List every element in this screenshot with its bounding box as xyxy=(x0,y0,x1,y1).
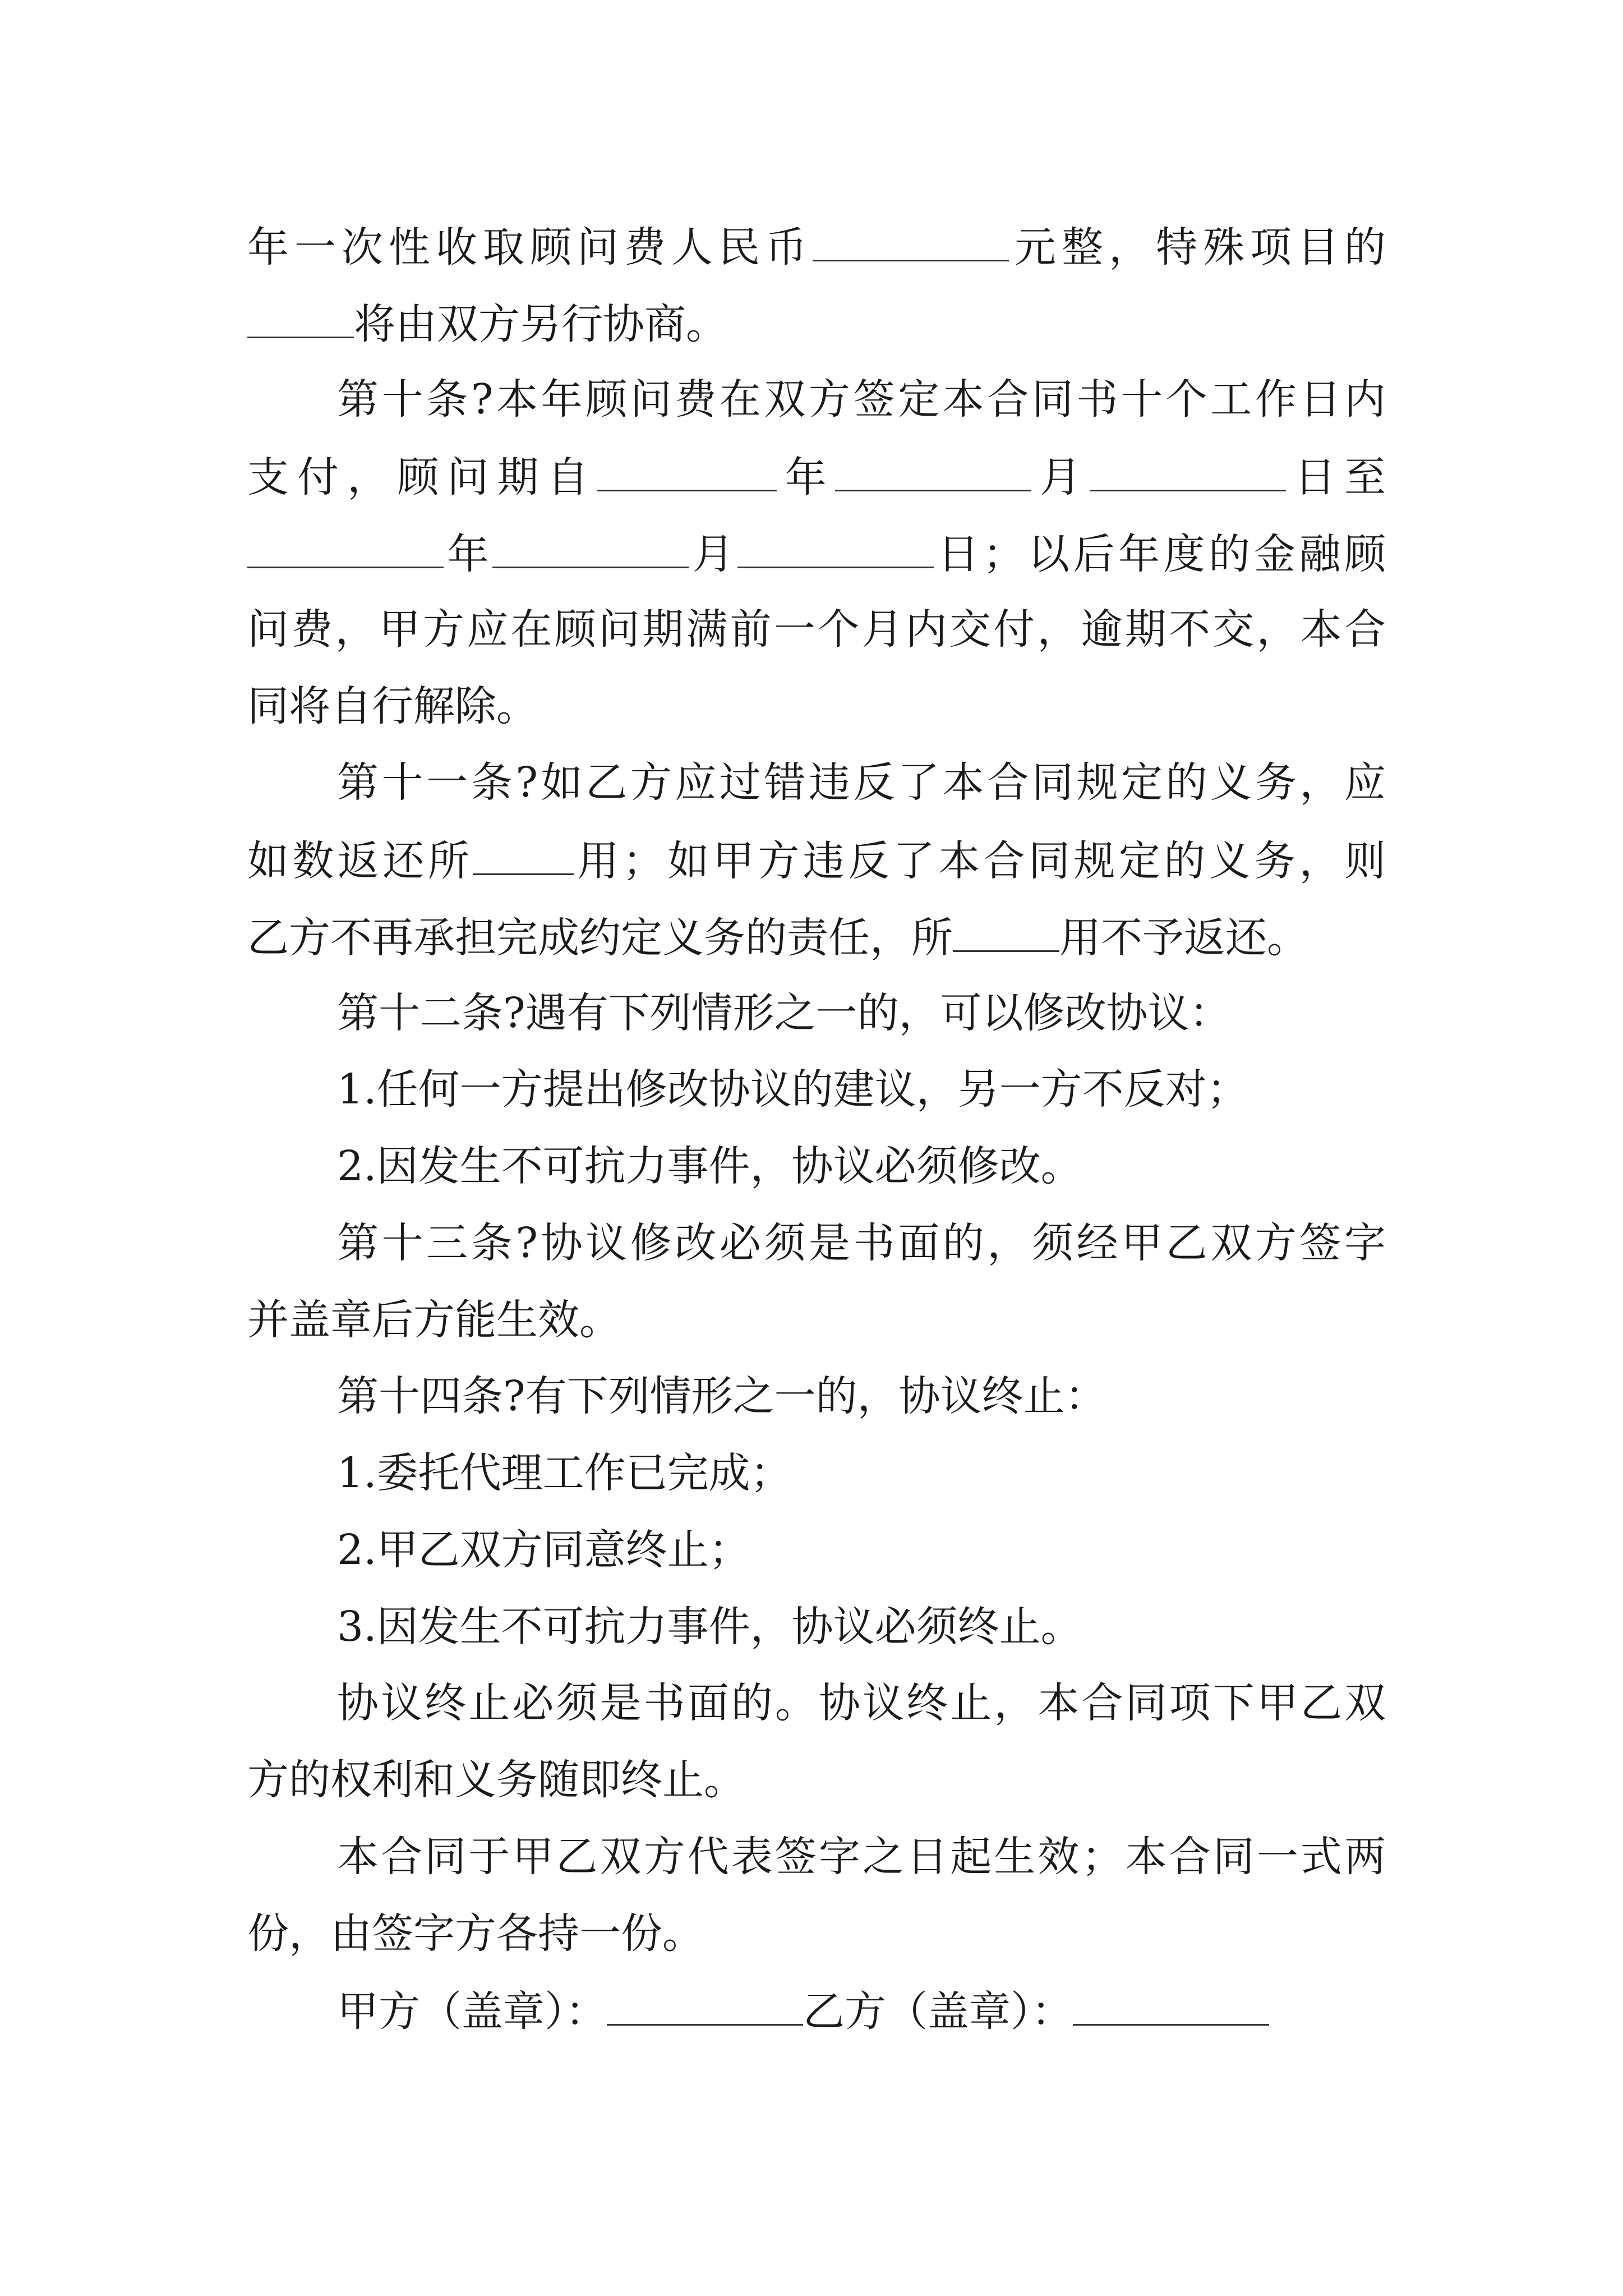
party-a-signature-blank xyxy=(607,1979,803,2026)
article-11-line-1: 第十一条?如乙方应过错违反了本合同规定的义务，应 xyxy=(337,758,1386,807)
text-line: 将由双方另行协商。 xyxy=(247,292,727,353)
list-item: 1.委托代理工作已完成； xyxy=(337,1449,792,1497)
text-line: 支付，顾问期自 年 月 日至 xyxy=(247,445,1386,507)
list-item: 2.因发生不可抗力事件，协议必须修改。 xyxy=(337,1142,1082,1190)
blank-day xyxy=(1090,445,1286,491)
blank-day xyxy=(737,522,934,568)
text-line: 并盖章后方能生效。 xyxy=(247,1296,621,1344)
text-line: 如数返还所 用；如甲方违反了本合同规定的义务，则 xyxy=(247,829,1386,890)
party-a-label: 甲方（盖章）： xyxy=(337,1987,607,2036)
termination-line-1: 协议终止必须是书面的。协议终止，本合同项下甲乙双 xyxy=(337,1679,1386,1727)
blank-year xyxy=(597,445,777,491)
text-line: 同将自行解除。 xyxy=(247,682,538,730)
blank-month xyxy=(492,522,689,568)
blank-year xyxy=(247,522,444,568)
effectiveness-line-1: 本合同于甲乙双方代表签字之日起生效；本合同一式两 xyxy=(337,1833,1386,1881)
signature-line xyxy=(337,1979,1269,2041)
text-line: 问费，甲方应在顾问期满前一个月内交付，逾期不交，本合 xyxy=(247,605,1386,654)
blank-field xyxy=(813,215,1009,261)
text-line: 份，由签字方各持一份。 xyxy=(247,1910,704,1958)
list-item: 2.甲乙双方同意终止； xyxy=(337,1526,750,1574)
party-b-signature-blank xyxy=(1073,1979,1269,2026)
party-b-label: 乙方（盖章）： xyxy=(803,1987,1073,2036)
blank-field xyxy=(247,292,354,338)
list-item: 3.因发生不可抗力事件，协议必须终止。 xyxy=(337,1603,1082,1651)
text-line: 乙方不再承担完成约定义务的责任，所 用不予返还。 xyxy=(247,905,1308,967)
blank-field xyxy=(473,829,574,875)
blank-field xyxy=(953,905,1059,952)
text-line: 方的权利和义务随即终止。 xyxy=(247,1756,745,1804)
article-14-heading: 第十四条?有下列情形之一的，协议终止： xyxy=(337,1372,1106,1420)
article-12-heading: 第十二条?遇有下列情形之一的，可以修改协议： xyxy=(337,989,1231,1037)
article-10-line-1: 第十条?本年顾问费在双方签定本合同书十个工作日内 xyxy=(337,375,1386,424)
list-item: 1.任何一方提出修改协议的建议，另一方不反对； xyxy=(337,1065,1248,1114)
text-line: 年 月 日；以后年度的金融顾 xyxy=(247,522,1386,583)
blank-month xyxy=(835,445,1031,491)
article-13-line-1: 第十三条?协议修改必须是书面的，须经甲乙双方签字 xyxy=(337,1219,1386,1267)
text-line: 年一次性收取顾问费人民币 元整，特殊项目的 xyxy=(247,215,1386,277)
